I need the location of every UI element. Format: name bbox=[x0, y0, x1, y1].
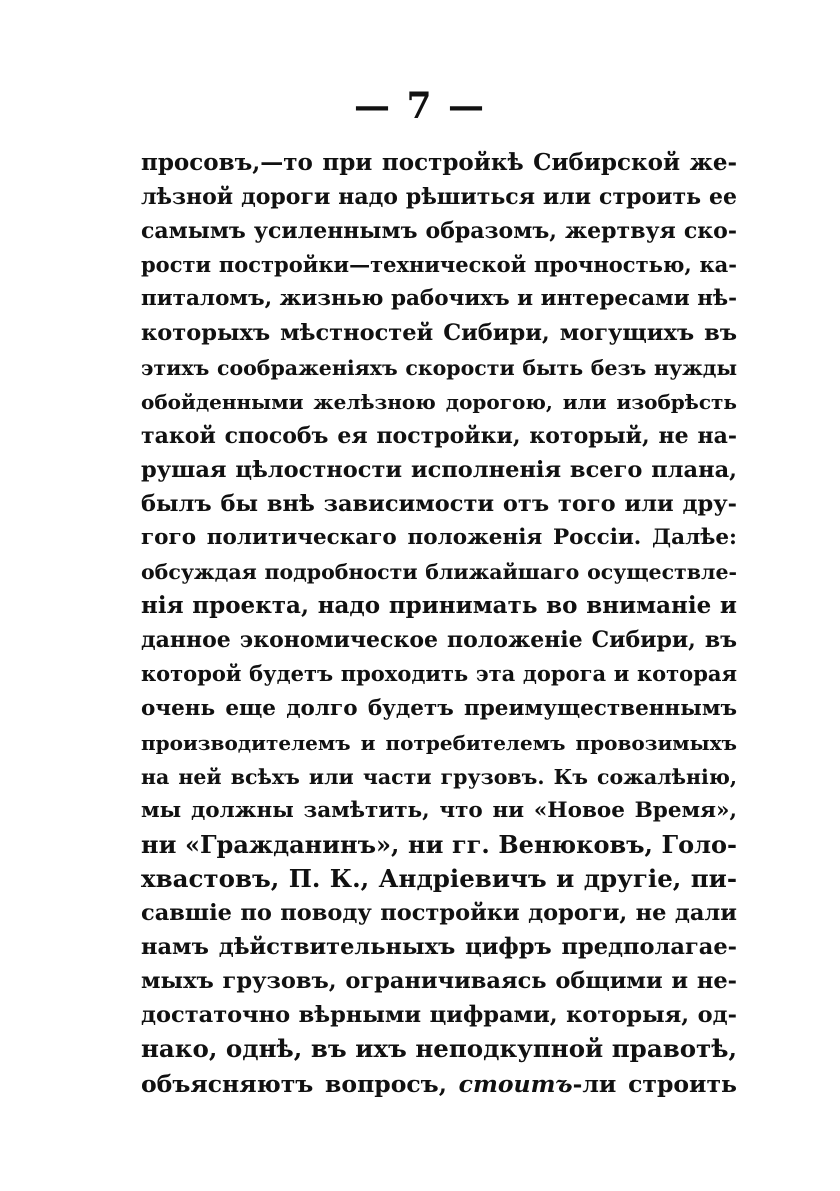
text-line: гого политическаго положенія Россіи. Далѣе: bbox=[141, 525, 737, 551]
text-line: рости постройки—технической прочностью, ка- bbox=[141, 252, 737, 278]
body-text bbox=[141, 146, 737, 1101]
text-line: питаломъ, жизнью рабочихъ и интересами нѣ- bbox=[141, 286, 737, 312]
text-line: на ней всѣхъ или части грузовъ. Къ сожалѣнію, bbox=[141, 764, 737, 789]
text-line: хвастовъ, П. К., Андріевичъ и другіе, пи- bbox=[141, 863, 737, 893]
text-line: рушая цѣлостности исполненія всего плана, bbox=[141, 456, 737, 483]
text-line: такой способъ ея постройки, который, не на- bbox=[141, 422, 737, 449]
text-line: намъ дѣйствительныхъ цифръ предполагае- bbox=[141, 934, 737, 961]
text-line: очень еще долго будетъ преимущественнымъ bbox=[141, 695, 737, 721]
text-line: лѣзной дороги надо рѣшиться или строить ее bbox=[141, 184, 737, 211]
text-line: производителемъ и потребителемъ провозимыхъ bbox=[141, 730, 737, 755]
text-line: нія проекта, надо принимать во вниманіе и bbox=[141, 592, 737, 620]
text-line: достаточно вѣрными цифрами, которыя, од- bbox=[141, 1002, 737, 1029]
text-line-last bbox=[141, 1067, 737, 1101]
text-line: самымъ усиленнымъ образомъ, жертвуя ско- bbox=[141, 218, 737, 245]
text-line: обойденными желѣзною дорогою, или изобрѣсть bbox=[141, 389, 737, 414]
last-line-before: объясняютъ вопросъ, bbox=[141, 1069, 459, 1098]
page-number: — 7 — bbox=[353, 85, 487, 127]
text-line: былъ бы внѣ зависимости отъ того или дру- bbox=[141, 490, 737, 517]
emphasized-word: стоитъ bbox=[458, 1069, 573, 1098]
text-line: мы должны замѣтить, что ни «Новое Время», bbox=[141, 797, 737, 823]
text-line: савшіе по поводу постройки дороги, не дали bbox=[141, 900, 737, 927]
text-line: просовъ,—то при постройкѣ Сибирской же- bbox=[141, 149, 737, 176]
text-line: нако, однѣ, въ ихъ неподкупной правотѣ, bbox=[141, 1034, 737, 1064]
text-line: которой будетъ проходить эта дорога и которая bbox=[141, 661, 737, 687]
text-line: мыхъ грузовъ, ограничиваясь общими и не- bbox=[141, 968, 737, 995]
text-line: которыхъ мѣстностей Сибири, могущихъ въ bbox=[141, 320, 737, 347]
text-line: обсуждая подробности ближайшаго осуществле- bbox=[141, 560, 737, 585]
text-line: данное экономическое положеніе Сибири, въ bbox=[141, 627, 737, 654]
last-line-after: -ли строить bbox=[572, 1069, 738, 1098]
text-line: ни «Гражданинъ», ни гг. Венюковъ, Голо- bbox=[141, 829, 737, 859]
text-line: этихъ соображеніяхъ скорости быть безъ нужды bbox=[141, 355, 737, 380]
